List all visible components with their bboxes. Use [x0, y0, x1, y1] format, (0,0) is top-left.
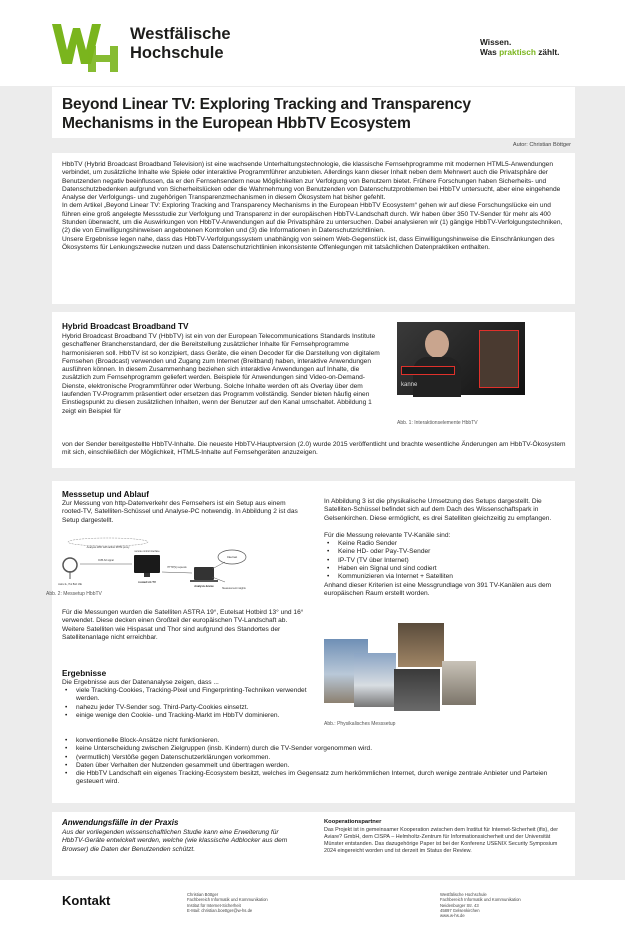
diagram-proxy-label: Analysis WiFi with active MITM proxy — [86, 546, 130, 549]
diagram-https-label: HTTP(S) requests — [167, 566, 187, 569]
title-card — [52, 87, 575, 138]
setup-right-text1: In Abbildung 3 ist die physikalische Umsetzung des Setups dargestellt. Die Satelliten-Schüssel befindet sich auf dem Dach des Wissenschaftspark in Gelsenkirchen. Diese ermöglicht, es drei Satelliten gleichzeitig zu empfangen. — [324, 498, 552, 522]
diagram-control-label: remote control interface — [134, 550, 160, 553]
contact-address: Westfälische Hochschule Fachbereich Informatik und Kommunikation Neidenburger Str. 43 45897 Gelsenkirchen www.w-hs.de — [440, 892, 521, 919]
contact-heading: Kontakt — [62, 893, 111, 908]
photo-analysis-desk — [442, 661, 476, 705]
results-list-narrow — [62, 687, 312, 720]
setup-text2: Für die Messungen wurden die Satelliten ASTRA 19°, Eutelsat Hotbird 13° und 16° verwendet. Diese decken einen Großteil der europäischen TV-Landschaft ab. Weitere Satelliten wie Hispasat und Thor sind aufgrund des Standortes der Satellitenanlage nicht erreichbar. — [62, 609, 304, 641]
slogan-line2: Was praktisch zählt. — [480, 47, 560, 57]
setup-right-text2: Für die Messung relevante TV-Kanäle sind: — [324, 532, 451, 539]
figure3-caption: Abb.: Physikalisches Messsetup — [324, 721, 396, 727]
person-head-icon — [425, 330, 449, 358]
slogan — [480, 37, 559, 57]
results-heading: Ergebnisse — [62, 669, 107, 678]
list-item: • Daten über Verhalten der Nutzenden gesammelt und übertragen werden. — [76, 762, 567, 770]
abstract-text: HbbTV (Hybrid Broadcast Broadband Television) ist eine wachsende Unterhaltungstechnologie, die klassische Fernsehprogramme mit modernen HTML5-Anwendungen verbindet, um zusätzliche Inhalte wie Spiele oder interaktive Programmführer anzubieten. Allerdings kann dieser Inhalt neben dem Mehrwert auch die Privatsphäre der Benutzenden negativ beeinflussen, da er den Fernsehsendern neue Möglichkeiten zur Verfolgung von Benutzern bietet. Frühere Forschungen haben Sicherheits- und Datenschutzbedenken aufgrund von Sicherheitslücken oder die Wahrnehmung von Benutzenden von Datenschutzproblemen bei HbbTV untersucht, aber eine eingehende Analyse der Verfolgungs- und zugehörigen Transparenzmechanismen in diesem Ökosystem hat bisher gefehlt. In dem Artikel „Beyond Linear TV: Exploring Tracking and Transparency Mechanisms in the European HbbTV Ecosystem“ gehen wir auf diese Forschungslücke ein und führen eine groß angelegte Messstudie zur Verfolgung und Transparenz in der europäischen HbbTV-Landschaft durch. Wir haben über 350 TV-Sender für mehr als 400 Stunden überwacht, um die Auswirkungen von HbbTV-Anwendungen auf die Privatsphäre zu untersuchen. Dabei analysieren wir (1) gängige HbbTV-Verfolgungstechniken, (2) die von Einwilligungshinweisen angebotenen Kontrollen und (3) die Informationen in Datenschutzrichtlinien. Unsere Ergebnisse legen nahe, dass das HbbTV-Verfolgungssystem unabhängig von seinem Web-Gegenstück ist, dass Einwilligungshinweise die Einschränkungen des Ökosystems für Lenkungszwecke nutzen und dass Datenschutzrichtlinien inkonsistente Offenlegungen mit tatsächlichen Datenpraktiken enthalten. — [62, 161, 563, 251]
photo-server-room — [398, 623, 444, 667]
logo-line1: Westfälische — [130, 25, 231, 43]
poster-title: Beyond Linear TV: Exploring Tracking and Transparency Mechanisms in the European HbbTV Ecosystem — [62, 96, 471, 132]
usecases-text: Aus der vorliegenden wissenschaftlichen Studie kann eine Erweiterung für HbbTV-Geräte entwickelt werden, welche (wie klassische Adblocker aus dem Browser) die Daten der Benutzenden schützt. — [62, 829, 288, 853]
usecases-heading: Anwendungsfälle in der Praxis — [62, 818, 179, 827]
list-item: • Kommunizieren via Internet + Satelliten — [338, 573, 568, 581]
list-item: • viele Tracking-Cookies, Tracking-Pixel und Fingerprinting-Techniken verwendet werden. — [76, 687, 312, 704]
laptop-icon — [190, 567, 218, 582]
contact-email[interactable]: E-Mail: christian.boettger@w-hs.de — [187, 907, 253, 913]
setup-card — [46, 481, 575, 803]
slogan-line1: Wissen. — [480, 37, 512, 47]
list-item: • einige wenige den Cookie- und Tracking-Markt im HbbTV dominieren. — [76, 712, 312, 720]
hybrid-text-top: Hybrid Broadcast Broadband TV (HbbTV) ist ein von der European Telecommunications Standards Institute geschaffener Branchenstandard, der die Bereitstellung zusätzlicher Inhalte für Fernsehprogramme harmonisieren soll. HbbTV ist so konzipiert, dass Geräte, die einen Decoder für die Darstellung von digitalem Fernsehen (Broadcast) verwenden und Zugang zum Internet (Breitband) haben, interaktive Anwendungen ausführen können. In diesem Zusammenhang beziehen sich interaktive Anwendungen auf Inhalte, die zusätzlich zum Fernsehprogramm geliefert werden. Beispiele für Anwendungen sind Video-on-Demand-Dienste, elektronische Programmführer oder Werbung. Solche Inhalte werden oft als Overlay über dem laufenden TV-Programm präsentiert oder ersetzen das Programm vollständig. Sender bieten häufig einen Einstiegspunkt zu diesen zusätzlichen Inhalten, wenn der Benutzer auf den Kanal umschaltet. Abbildung 1 zeigt ein Beispiel für — [62, 333, 380, 415]
list-item: • keine Unterscheidung zwischen Zielgruppen (insb. Kindern) durch die TV-Sender vorgenommen wird. — [76, 745, 567, 753]
tv-brand-label: kanne — [401, 382, 418, 388]
figure2-caption: Abb. 2: Messetup HbbTV — [46, 591, 102, 597]
photo-dish-close — [354, 653, 396, 707]
list-item: • Keine HD- oder Pay-TV-Sender — [338, 548, 568, 556]
list-item: • IP-TV (TV über Internet) — [338, 557, 568, 565]
logo-line2: Hochschule — [130, 43, 224, 62]
setup-heading: Messsetup und Ablauf — [62, 490, 150, 499]
diagram-tv-label: rooted LG TV — [138, 580, 156, 584]
list-item: • Keine Radio Sender — [338, 540, 568, 548]
hybrid-text-full: von der Sender bereitgestellte HbbTV-Inhalte. Die neueste HbbTV-Hauptversion (2.0) wurde 2015 veröffentlicht und brachte wesentliche Änderungen am HbbTV-Ökosystem mit sich, einschließlich der Möglichkeit, HTML5-Inhalte auf Fernsehgeräten anzuzeigen. — [62, 441, 566, 457]
website-link[interactable]: www.w-hs.de — [440, 913, 465, 919]
diagram-dish-label: Astra 1L, Hot Bird 13E — [58, 583, 82, 586]
hybrid-card — [52, 312, 575, 468]
setup-right-text3: Anhand dieser Kriterien ist eine Messgrundlage von 391 TV-Kanälen aus dem europäischen Raum erstellt worden. — [324, 582, 552, 598]
person-body-icon — [413, 357, 461, 397]
results-list-wide — [62, 737, 567, 787]
diagram-measure-label: Measurement insights — [222, 587, 246, 590]
list-item: • nahezu jeder TV-Sender sog. Third-Party-Cookies einsetzt. — [76, 704, 312, 712]
channel-criteria-list — [324, 540, 568, 581]
diagram-dvb-label: DVB-S2 signal — [98, 559, 114, 562]
photo-tv-screens — [394, 669, 440, 711]
usecases-card — [52, 812, 575, 876]
abstract-card — [52, 153, 575, 304]
overlay-banner — [401, 366, 455, 375]
setup-text1: Zur Messung von http-Datenverkehr des Fernsehers ist ein Setup aus einem rooted-TV, Satelliten-Schüssel und Analyse-PC notwendig. In Abbildung 2 ist das Setup dargestellt. — [62, 500, 298, 524]
list-item: • (vermutlich) Verstöße gegen Datenschutzerklärungen vorkommen. — [76, 754, 567, 762]
diagram-analysis-label: Analysis device — [194, 585, 214, 588]
results-intro: Die Ergebnisse aus der Datenanalyse zeigen, dass ... — [62, 679, 219, 686]
hbbtv-screenshot — [397, 322, 525, 395]
overlay-panel — [479, 330, 519, 388]
list-item: • die HbbTV Landschaft ein eigenes Tracking-Ecosystem besitzt, welches im Gegensatz zum herkömmlichen Internet, durch wenige zentrale Anbieter und Parteien gesteuert wird. — [76, 770, 567, 787]
logo-wordmark — [130, 25, 231, 62]
partners-heading: Kooperationspartner — [324, 819, 382, 825]
contact-person: Christian Böttger Fachbereich Informatik und Kommunikation Institut für Internet-Sicherheit E-Mail: christian.boettger@w-hs.de — [187, 892, 268, 913]
partners-text: Das Projekt ist in gemeinsamer Kooperation zwischen dem Institut für Internet-Sicherheit (ifis), der Aviare? GmbH, dem CISPA – Helmholtz-Zentrum für Informationssicherheit und der Universität Münster entstanden. Das dazugehörige Paper ist bei der Konferenz USENIX Security Symposium 2024 eingereicht worden und ist derzeit im Status der Review. — [324, 827, 558, 854]
list-item: • Haben ein Signal und sind codiert — [338, 565, 568, 573]
university-logo-icon — [52, 20, 122, 72]
figure1-caption: Abb. 1: Interaktionselemente HbbTV — [397, 420, 478, 426]
author: Autor: Christian Böttger — [512, 142, 571, 148]
header — [0, 0, 625, 86]
satellite-dish-icon — [63, 558, 77, 579]
setup-diagram — [58, 537, 262, 597]
tv-icon — [134, 555, 160, 577]
photo-collage — [324, 623, 474, 715]
contact-footer — [0, 880, 625, 939]
list-item: • konventionelle Block-Ansätze nicht funktionieren. — [76, 737, 567, 745]
hybrid-heading: Hybrid Broadcast Broadband TV — [62, 322, 189, 331]
slogan-green-word: praktisch — [499, 47, 536, 57]
diagram-internet-label: Internet — [226, 555, 238, 559]
